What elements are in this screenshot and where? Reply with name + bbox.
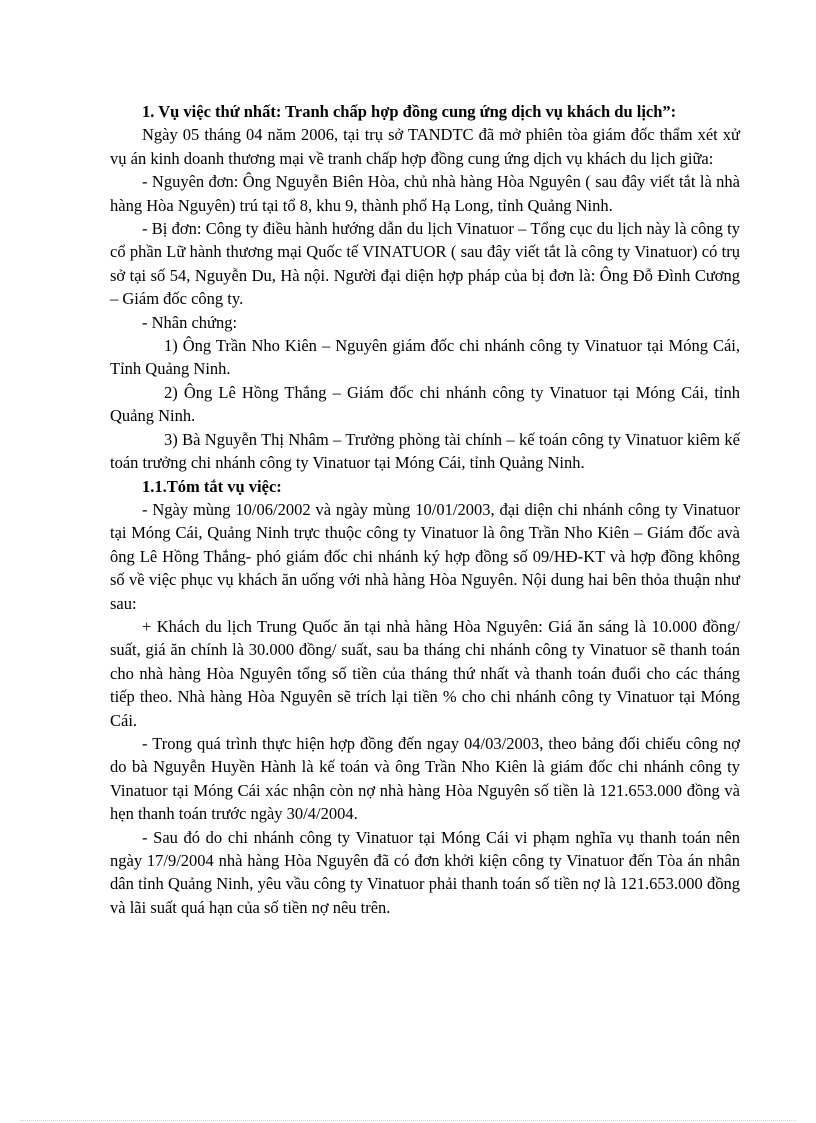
- paragraph-plaintiff: - Nguyên đơn: Ông Nguyễn Biên Hòa, chủ nhà hàng Hòa Nguyên ( sau đây viết tắt là nhà hàng Hòa Nguyên) trú tại tổ 8, khu 9, thành phố Hạ Long, tỉnh Quảng Ninh.: [110, 172, 740, 215]
- paragraph-defendant: - Bị đơn: Công ty điều hành hướng dẫn du lịch Vinatuor – Tổng cục du lịch này là công ty cổ phần Lữ hành thương mại Quốc tế VINATUOR ( sau đây viết tắt là công ty Vinatuor) có trụ sở tại số 54, Nguyễn Du, Hà nội. Người đại diện hợp pháp của bị đơn là: Ông Đỗ Đình Cương – Giám đốc công ty.: [110, 219, 740, 309]
- witness-item-2: 2) Ông Lê Hồng Thắng – Giám đốc chi nhánh công ty Vinatuor tại Móng Cái, tỉnh Quảng Ninh.: [110, 382, 740, 426]
- witness-item-3: 3) Bà Nguyễn Thị Nhâm – Trưởng phòng tài chính – kế toán công ty Vinatuor kiêm kế toán trưởng chi nhánh công ty Vinatuor tại Móng Cái, tỉnh Quảng Ninh.: [110, 429, 740, 473]
- section-heading: 1. Vụ việc thứ nhất: Tranh chấp hợp đồng cung ứng dịch vụ khách du lịch”:: [142, 102, 677, 121]
- summary-paragraph-1: - Ngày mùng 10/06/2002 và ngày mùng 10/01/2003, đại diện chi nhánh công ty Vinatuor tại Móng Cái, Quảng Ninh trực thuộc công ty Vinatuor là ông Trần Nho Kiên – Giám đốc avà ông Lê Hồng Thắng- phó giám đốc chi nhánh ký hợp đồng số 09/HĐ-KT và hợp đồng không số về việc phục vụ khách ăn uống với nhà hàng Hòa Nguyên. Nội dung hai bên thỏa thuận như sau:: [110, 499, 740, 613]
- page-bottom-divider: [20, 1120, 796, 1121]
- witness-item-1: 1) Ông Trần Nho Kiên – Nguyên giám đốc chi nhánh công ty Vinatuor tại Móng Cái, Tỉnh Quảng Ninh.: [110, 336, 740, 379]
- summary-paragraph-4: - Sau đó do chi nhánh công ty Vinatuor tại Móng Cái vi phạm nghĩa vụ thanh toán nên ngày 17/9/2004 nhà hàng Hòa Nguyên đã có đơn khởi kiện công ty Vinatuor đến Tòa án nhân dân tỉnh Quảng Ninh, yêu vầu công ty Vinatuor phải thanh toán số tiền nợ là 121.653.000 đồng và lãi suất quá hạn của số tiền nợ nêu trên.: [110, 827, 740, 917]
- paragraph-witness-label: - Nhân chứng:: [142, 312, 238, 332]
- summary-paragraph-3: - Trong quá trình thực hiện hợp đồng đến ngay 04/03/2003, theo bảng đối chiếu công nợ do bà Nguyễn Huyền Hành là kế toán và ông Trần Nho Kiên là giám đốc chi nhánh công ty Vinatuor tại Móng Cái xác nhận còn nợ nhà hàng Hòa Nguyên số tiền là 121.653.000 đồng và hẹn thanh toán trước ngày 30/4/2004.: [110, 733, 740, 824]
- document-body: [110, 100, 740, 919]
- paragraph-intro: Ngày 05 tháng 04 năm 2006, tại trụ sở TANDTC đã mở phiên tòa giám đốc thẩm xét xử vụ án kinh doanh thương mại về tranh chấp hợp đồng cung ứng dịch vụ khách du lịch giữa:: [110, 125, 740, 168]
- summary-paragraph-2: + Khách du lịch Trung Quốc ăn tại nhà hàng Hòa Nguyên: Giá ăn sáng là 10.000 đồng/ suất, giá ăn chính là 30.000 đồng/ suất, sau ba tháng chi nhánh công ty Vinatuor sẽ thanh toán cho nhà hàng Hòa Nguyên tổng số tiền của tháng thứ nhất và thanh toán đuổi cho các tháng tiếp theo. Nhà hàng Hòa Nguyên sẽ trích lại tiền % cho chi nhánh công ty Vinatuor tại Móng Cái.: [110, 616, 740, 730]
- subsection-heading: 1.1.Tóm tắt vụ việc:: [142, 476, 282, 496]
